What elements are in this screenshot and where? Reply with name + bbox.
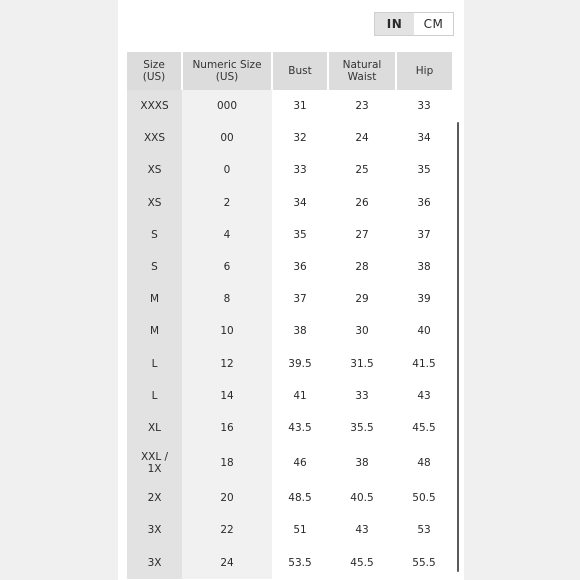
cell-numeric-size: 24 — [182, 546, 272, 578]
cell-size: 3X — [127, 546, 182, 578]
cell-natural-waist: 33 — [328, 380, 396, 412]
cell-size: XL — [127, 412, 182, 444]
table-row — [127, 122, 452, 154]
table-row — [127, 380, 452, 412]
cell-size: 2X — [127, 482, 182, 514]
cell-bust: 35 — [272, 219, 328, 251]
cell-hip: 35 — [396, 154, 452, 186]
cell-numeric-size: 16 — [182, 412, 272, 444]
cell-bust: 38 — [272, 315, 328, 347]
cell-numeric-size: 8 — [182, 283, 272, 315]
table-row — [127, 546, 452, 578]
cell-natural-waist: 25 — [328, 154, 396, 186]
cell-numeric-size: 22 — [182, 514, 272, 546]
table-row — [127, 219, 452, 251]
cell-bust: 43.5 — [272, 412, 328, 444]
cell-natural-waist: 31.5 — [328, 348, 396, 380]
header-bust: Bust — [272, 52, 328, 90]
cell-numeric-size: 10 — [182, 315, 272, 347]
cell-natural-waist: 35.5 — [328, 412, 396, 444]
cell-size: XXL / 1X — [127, 444, 182, 482]
table-row — [127, 154, 452, 186]
cell-hip: 36 — [396, 187, 452, 219]
cell-bust: 32 — [272, 122, 328, 154]
cell-bust: 46 — [272, 444, 328, 482]
cell-natural-waist: 43 — [328, 514, 396, 546]
cell-size: XXS — [127, 122, 182, 154]
cell-hip: 50.5 — [396, 482, 452, 514]
cell-numeric-size: 0 — [182, 154, 272, 186]
cell-size: M — [127, 315, 182, 347]
cell-size: L — [127, 348, 182, 380]
cell-natural-waist: 26 — [328, 187, 396, 219]
cell-hip: 40 — [396, 315, 452, 347]
cell-bust: 36 — [272, 251, 328, 283]
cell-size: XS — [127, 187, 182, 219]
cell-hip: 37 — [396, 219, 452, 251]
cell-numeric-size: 20 — [182, 482, 272, 514]
table-body — [127, 90, 452, 579]
table-row — [127, 283, 452, 315]
cell-size: L — [127, 380, 182, 412]
cell-hip: 53 — [396, 514, 452, 546]
cell-natural-waist: 27 — [328, 219, 396, 251]
header-natural-waist: Natural Waist — [328, 52, 396, 90]
unit-in-button[interactable]: IN — [375, 13, 414, 35]
table-row — [127, 444, 452, 482]
table-row — [127, 412, 452, 444]
cell-numeric-size: 000 — [182, 90, 272, 122]
cell-natural-waist: 40.5 — [328, 482, 396, 514]
cell-hip: 43 — [396, 380, 452, 412]
cell-bust: 51 — [272, 514, 328, 546]
unit-cm-button[interactable]: CM — [414, 13, 453, 35]
table-row — [127, 514, 452, 546]
cell-numeric-size: 18 — [182, 444, 272, 482]
cell-bust: 34 — [272, 187, 328, 219]
cell-natural-waist: 28 — [328, 251, 396, 283]
cell-bust: 39.5 — [272, 348, 328, 380]
cell-hip: 55.5 — [396, 546, 452, 578]
cell-hip: 48 — [396, 444, 452, 482]
cell-natural-waist: 23 — [328, 90, 396, 122]
header-numeric-size: Numeric Size (US) — [182, 52, 272, 90]
table-row — [127, 348, 452, 380]
cell-hip: 45.5 — [396, 412, 452, 444]
cell-size: S — [127, 219, 182, 251]
cell-size: 3X — [127, 514, 182, 546]
cell-numeric-size: 2 — [182, 187, 272, 219]
scrollbar[interactable] — [457, 122, 459, 572]
cell-bust: 37 — [272, 283, 328, 315]
header-size: Size (US) — [127, 52, 182, 90]
header-hip: Hip — [396, 52, 452, 90]
cell-hip: 34 — [396, 122, 452, 154]
cell-hip: 33 — [396, 90, 452, 122]
cell-natural-waist: 24 — [328, 122, 396, 154]
cell-bust: 48.5 — [272, 482, 328, 514]
cell-hip: 41.5 — [396, 348, 452, 380]
cell-numeric-size: 4 — [182, 219, 272, 251]
table-row — [127, 482, 452, 514]
table-row — [127, 90, 452, 122]
unit-toggle — [374, 12, 454, 36]
cell-numeric-size: 14 — [182, 380, 272, 412]
table-row — [127, 187, 452, 219]
cell-numeric-size: 00 — [182, 122, 272, 154]
cell-bust: 41 — [272, 380, 328, 412]
cell-bust: 31 — [272, 90, 328, 122]
table-header-row — [127, 52, 452, 90]
size-chart-table — [127, 52, 452, 579]
cell-size: XXXS — [127, 90, 182, 122]
cell-numeric-size: 12 — [182, 348, 272, 380]
cell-natural-waist: 45.5 — [328, 546, 396, 578]
cell-numeric-size: 6 — [182, 251, 272, 283]
cell-size: XS — [127, 154, 182, 186]
table-row — [127, 251, 452, 283]
cell-size: S — [127, 251, 182, 283]
cell-size: M — [127, 283, 182, 315]
cell-hip: 38 — [396, 251, 452, 283]
cell-bust: 53.5 — [272, 546, 328, 578]
cell-bust: 33 — [272, 154, 328, 186]
cell-natural-waist: 29 — [328, 283, 396, 315]
cell-natural-waist: 30 — [328, 315, 396, 347]
cell-hip: 39 — [396, 283, 452, 315]
table-row — [127, 315, 452, 347]
cell-natural-waist: 38 — [328, 444, 396, 482]
